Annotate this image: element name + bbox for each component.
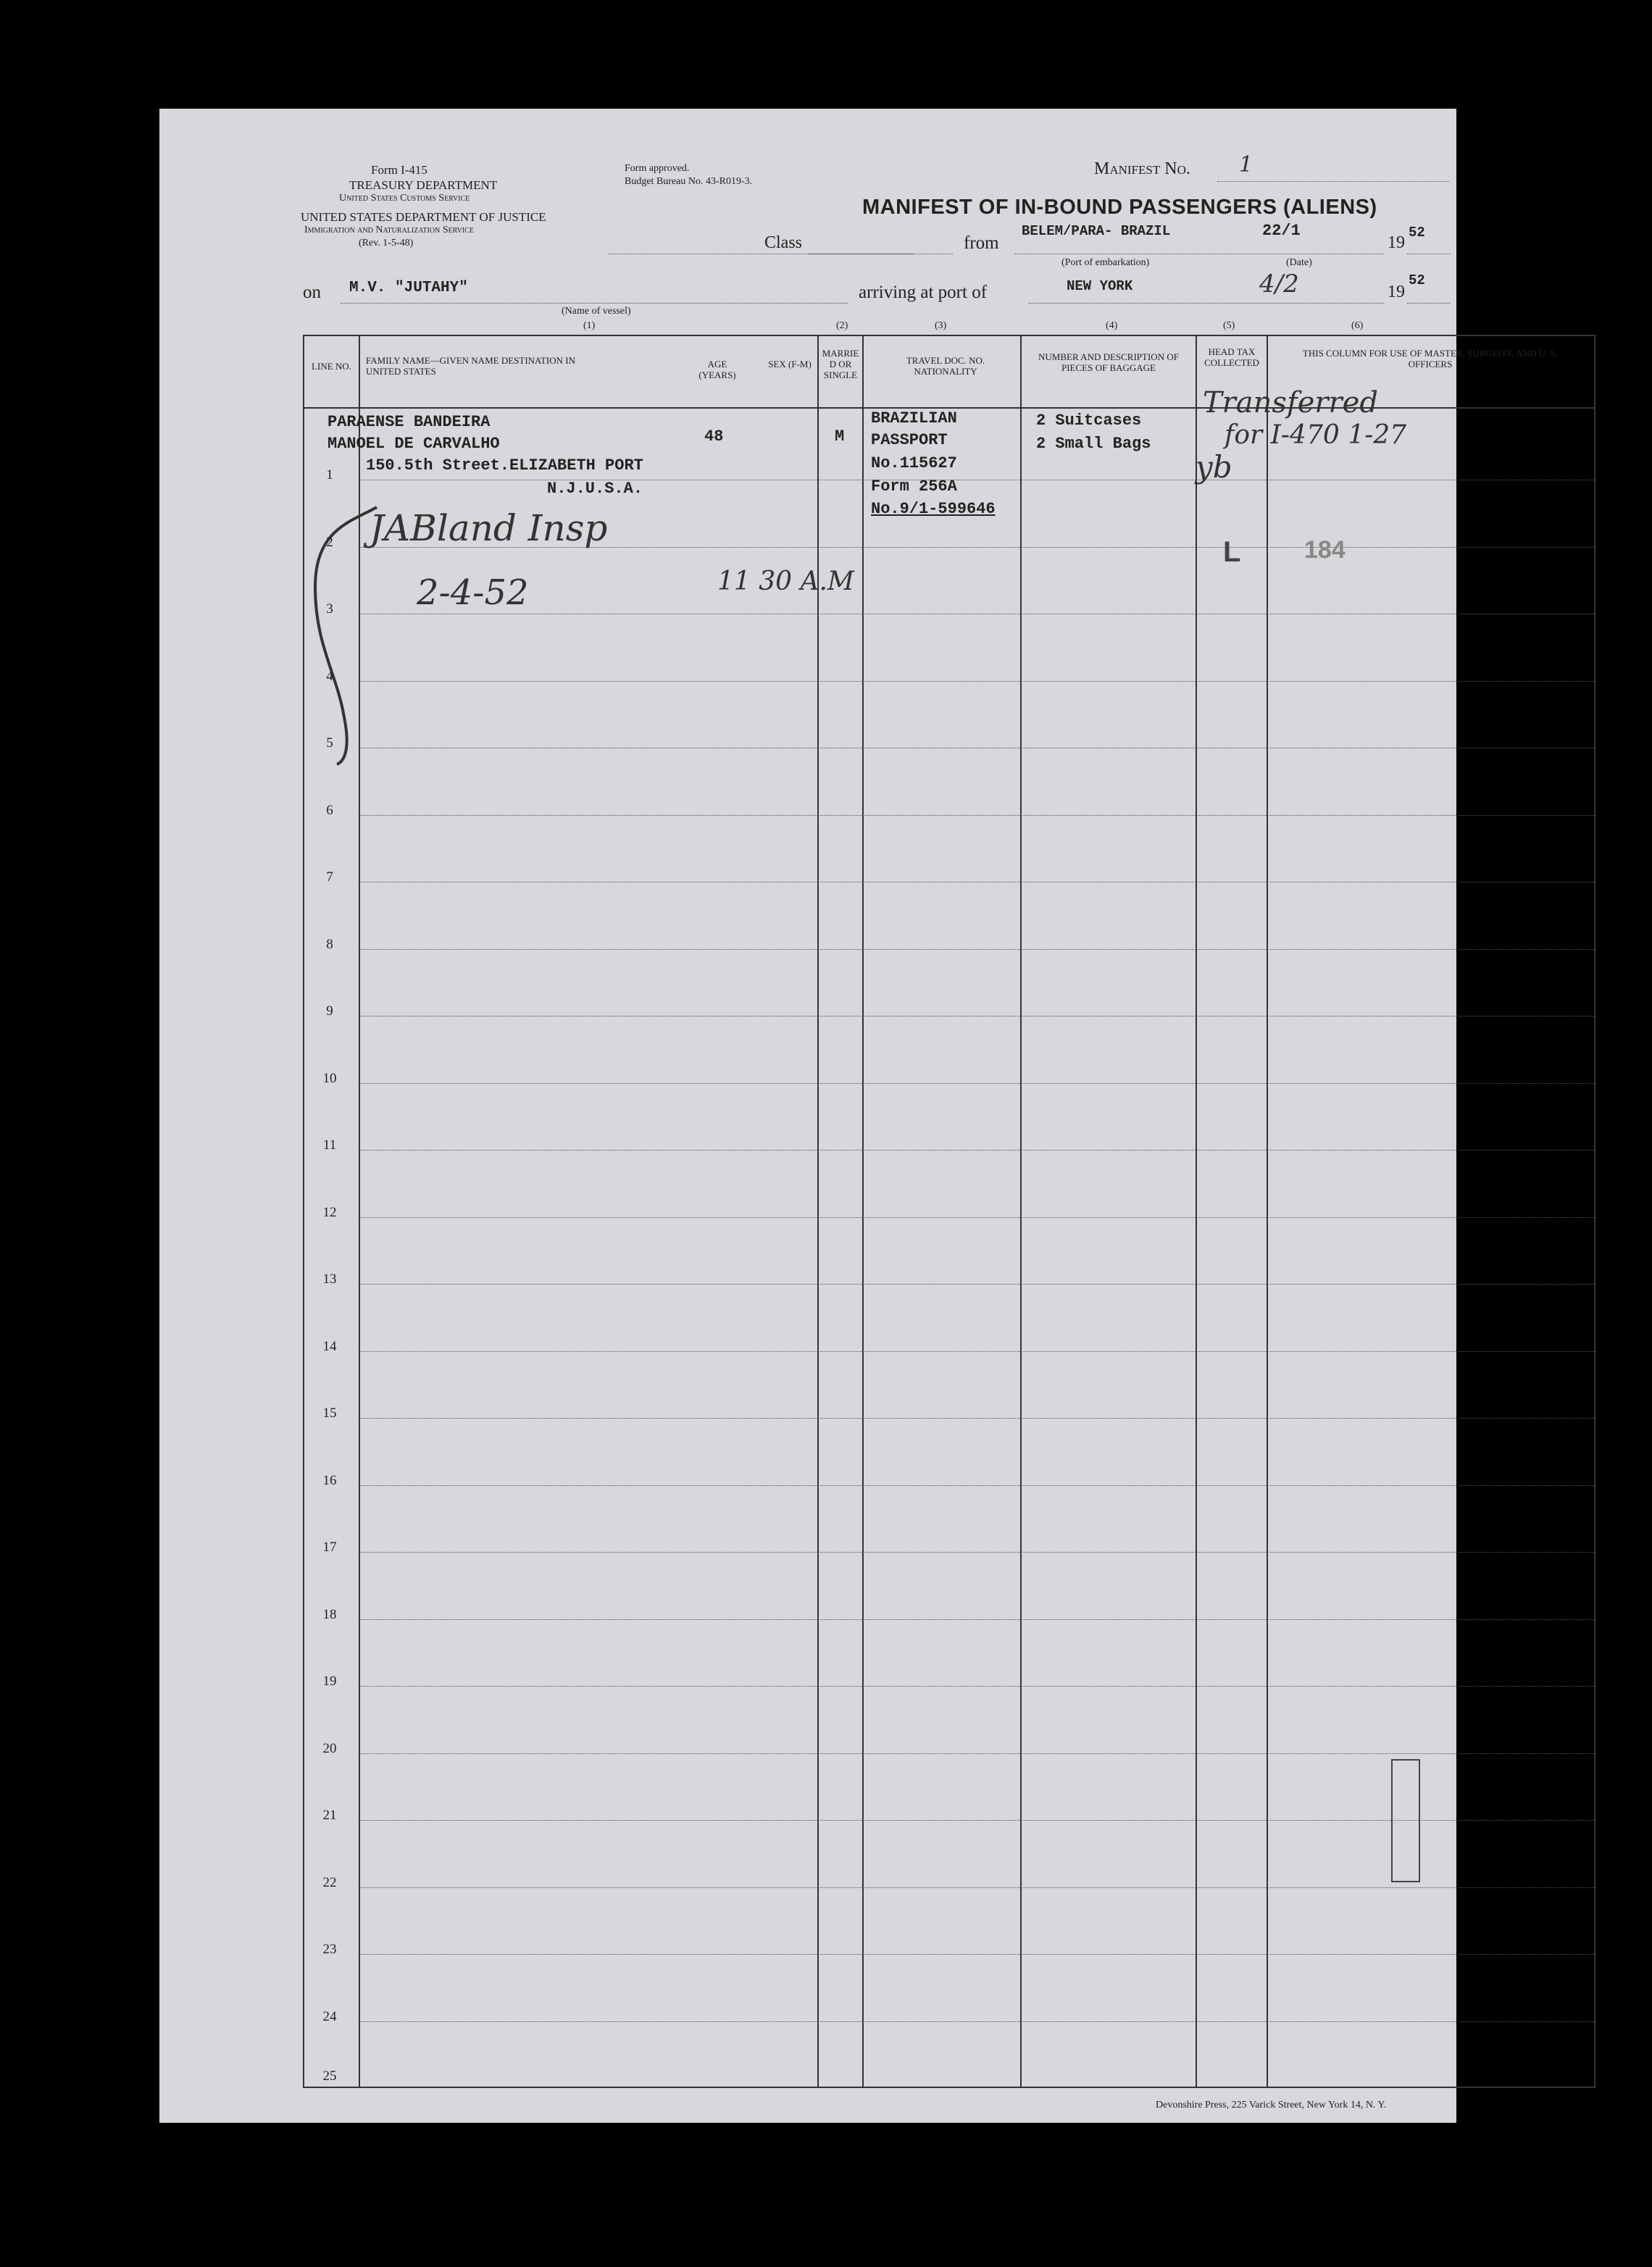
col-num-5: (5): [1223, 320, 1235, 331]
treasury-dept: TREASURY DEPARTMENT: [349, 178, 498, 192]
page-title: MANIFEST OF IN-BOUND PASSENGERS (ALIENS): [862, 196, 1377, 219]
arrival-year-prefix: 19: [1388, 283, 1405, 301]
inspection-time: 11 30 A.M: [717, 567, 854, 596]
passenger-address: 150.5th Street.ELIZABETH PORT: [366, 456, 643, 475]
from-label: from: [964, 233, 999, 253]
line-number: 20: [322, 1741, 337, 1756]
rev-label: (Rev. 1-5-48): [359, 238, 414, 249]
stamp-number: 184: [1304, 536, 1346, 564]
col-num-4: (4): [1106, 320, 1118, 331]
doc-line-2: PASSPORT: [871, 431, 948, 449]
customs-service: United States Customs Service: [339, 193, 470, 204]
manifest-no-label: Manifest No.: [1094, 159, 1190, 178]
doc-line-4: Form 256A: [871, 477, 957, 496]
line-number: 2: [326, 535, 333, 550]
col-officers: THIS COLUMN FOR USE OF MASTER, SURGEON, AND U. S. OFFICERS: [1302, 348, 1559, 370]
ins-label: Immigration and Naturalization Service: [304, 225, 474, 235]
line-number: 18: [322, 1607, 337, 1622]
line-number: 11: [322, 1137, 337, 1153]
line-number: 19: [322, 1674, 337, 1689]
baggage-line-2: 2 Small Bags: [1036, 435, 1151, 453]
port-caption: (Port of embarkation): [1061, 257, 1150, 268]
line-number: 16: [322, 1473, 337, 1488]
col-baggage: NUMBER AND DESCRIPTION OF PIECES OF BAGGAGE: [1038, 351, 1179, 373]
col-age: AGE (YEARS): [698, 359, 736, 380]
col-num-6: (6): [1351, 320, 1364, 331]
form-number: Form I-415: [371, 163, 427, 177]
col-head-tax: HEAD TAX COLLECTED: [1204, 346, 1259, 368]
doj-label: UNITED STATES DEPARTMENT OF JUSTICE: [301, 210, 546, 224]
officer-initials: yb: [1196, 449, 1232, 485]
doc-line-1: BRAZILIAN: [871, 409, 957, 427]
date-caption: (Date): [1286, 257, 1312, 268]
col-num-2: (2): [836, 320, 848, 331]
col-num-1: (1): [583, 320, 596, 331]
arriving-label: arriving at port of: [859, 283, 988, 302]
form-approved: Form approved.: [625, 163, 690, 174]
departure-date: 22/1: [1262, 222, 1301, 240]
passenger-given-name: MANOEL DE CARVALHO: [328, 435, 500, 453]
line-number: 5: [326, 735, 333, 751]
line-number: 4: [326, 669, 333, 684]
officer-note-2: for I-470 1-27: [1225, 420, 1407, 450]
col-married: MARRIED OR SINGLE: [822, 348, 859, 380]
line-number: 25: [322, 2068, 337, 2084]
line-number: 12: [322, 1205, 337, 1220]
vessel-name: M.V. "JUTAHY": [349, 280, 468, 296]
doc-line-3: No.115627: [871, 454, 957, 472]
col-line-no: LINE NO.: [312, 361, 351, 372]
passenger-age: 48: [704, 427, 724, 446]
manifest-no: 1: [1239, 152, 1253, 178]
line-number: 10: [322, 1071, 337, 1086]
col-travel-doc: TRAVEL DOC. NO. NATIONALITY: [906, 355, 985, 377]
line-number: 9: [326, 1003, 333, 1019]
port-of-embarkation: BELEM/PARA- BRAZIL: [1022, 223, 1171, 239]
vessel-caption: (Name of vessel): [562, 306, 631, 317]
line-number: 7: [326, 869, 333, 885]
stamp-letter: L: [1223, 536, 1241, 568]
line-number: 1: [326, 467, 333, 483]
arrival-port: NEW YORK: [1067, 278, 1133, 294]
col-name: FAMILY NAME—GIVEN NAME DESTINATION IN UNITED STATES: [366, 355, 576, 377]
inspection-date: 2-4-52: [417, 572, 529, 613]
class-label: Class: [764, 233, 803, 252]
officer-note-1: Transferred: [1203, 386, 1378, 419]
arrival-date: 4/2: [1259, 270, 1299, 298]
baggage-line-1: 2 Suitcases: [1036, 412, 1142, 430]
line-number: 17: [322, 1540, 337, 1555]
col-num-3: (3): [935, 320, 947, 331]
line-number: 22: [322, 1875, 337, 1890]
line-number: 15: [322, 1406, 337, 1421]
inspector-signature: JABland Insp: [370, 507, 608, 549]
margin-box: [1391, 1759, 1420, 1882]
line-number: 13: [322, 1272, 337, 1287]
passenger-married: M: [835, 427, 845, 446]
line-number: 21: [322, 1808, 337, 1823]
passenger-state: N.J.U.S.A.: [547, 480, 643, 498]
doc-line-5: No.9/1-599646: [871, 500, 996, 518]
manifest-page: [159, 109, 1559, 2123]
arrival-year: 52: [1409, 272, 1425, 288]
line-number: 3: [326, 601, 333, 617]
departure-year: 52: [1409, 225, 1425, 241]
line-number: 24: [322, 2009, 337, 2024]
line-number: 14: [322, 1339, 337, 1354]
line-number: 6: [326, 803, 333, 818]
line-number: 8: [326, 937, 333, 952]
budget-bureau: Budget Bureau No. 43-R019-3.: [625, 176, 753, 187]
passenger-family-name: PARAENSE BANDEIRA: [328, 413, 491, 431]
col-sex: SEX (F-M): [768, 359, 812, 370]
year-prefix: 19: [1388, 233, 1405, 252]
on-label: on: [303, 283, 321, 302]
printer-credit: Devonshire Press, 225 Varick Street, New York 14, N. Y.: [1156, 2100, 1387, 2111]
line-number: 23: [322, 1942, 337, 1957]
